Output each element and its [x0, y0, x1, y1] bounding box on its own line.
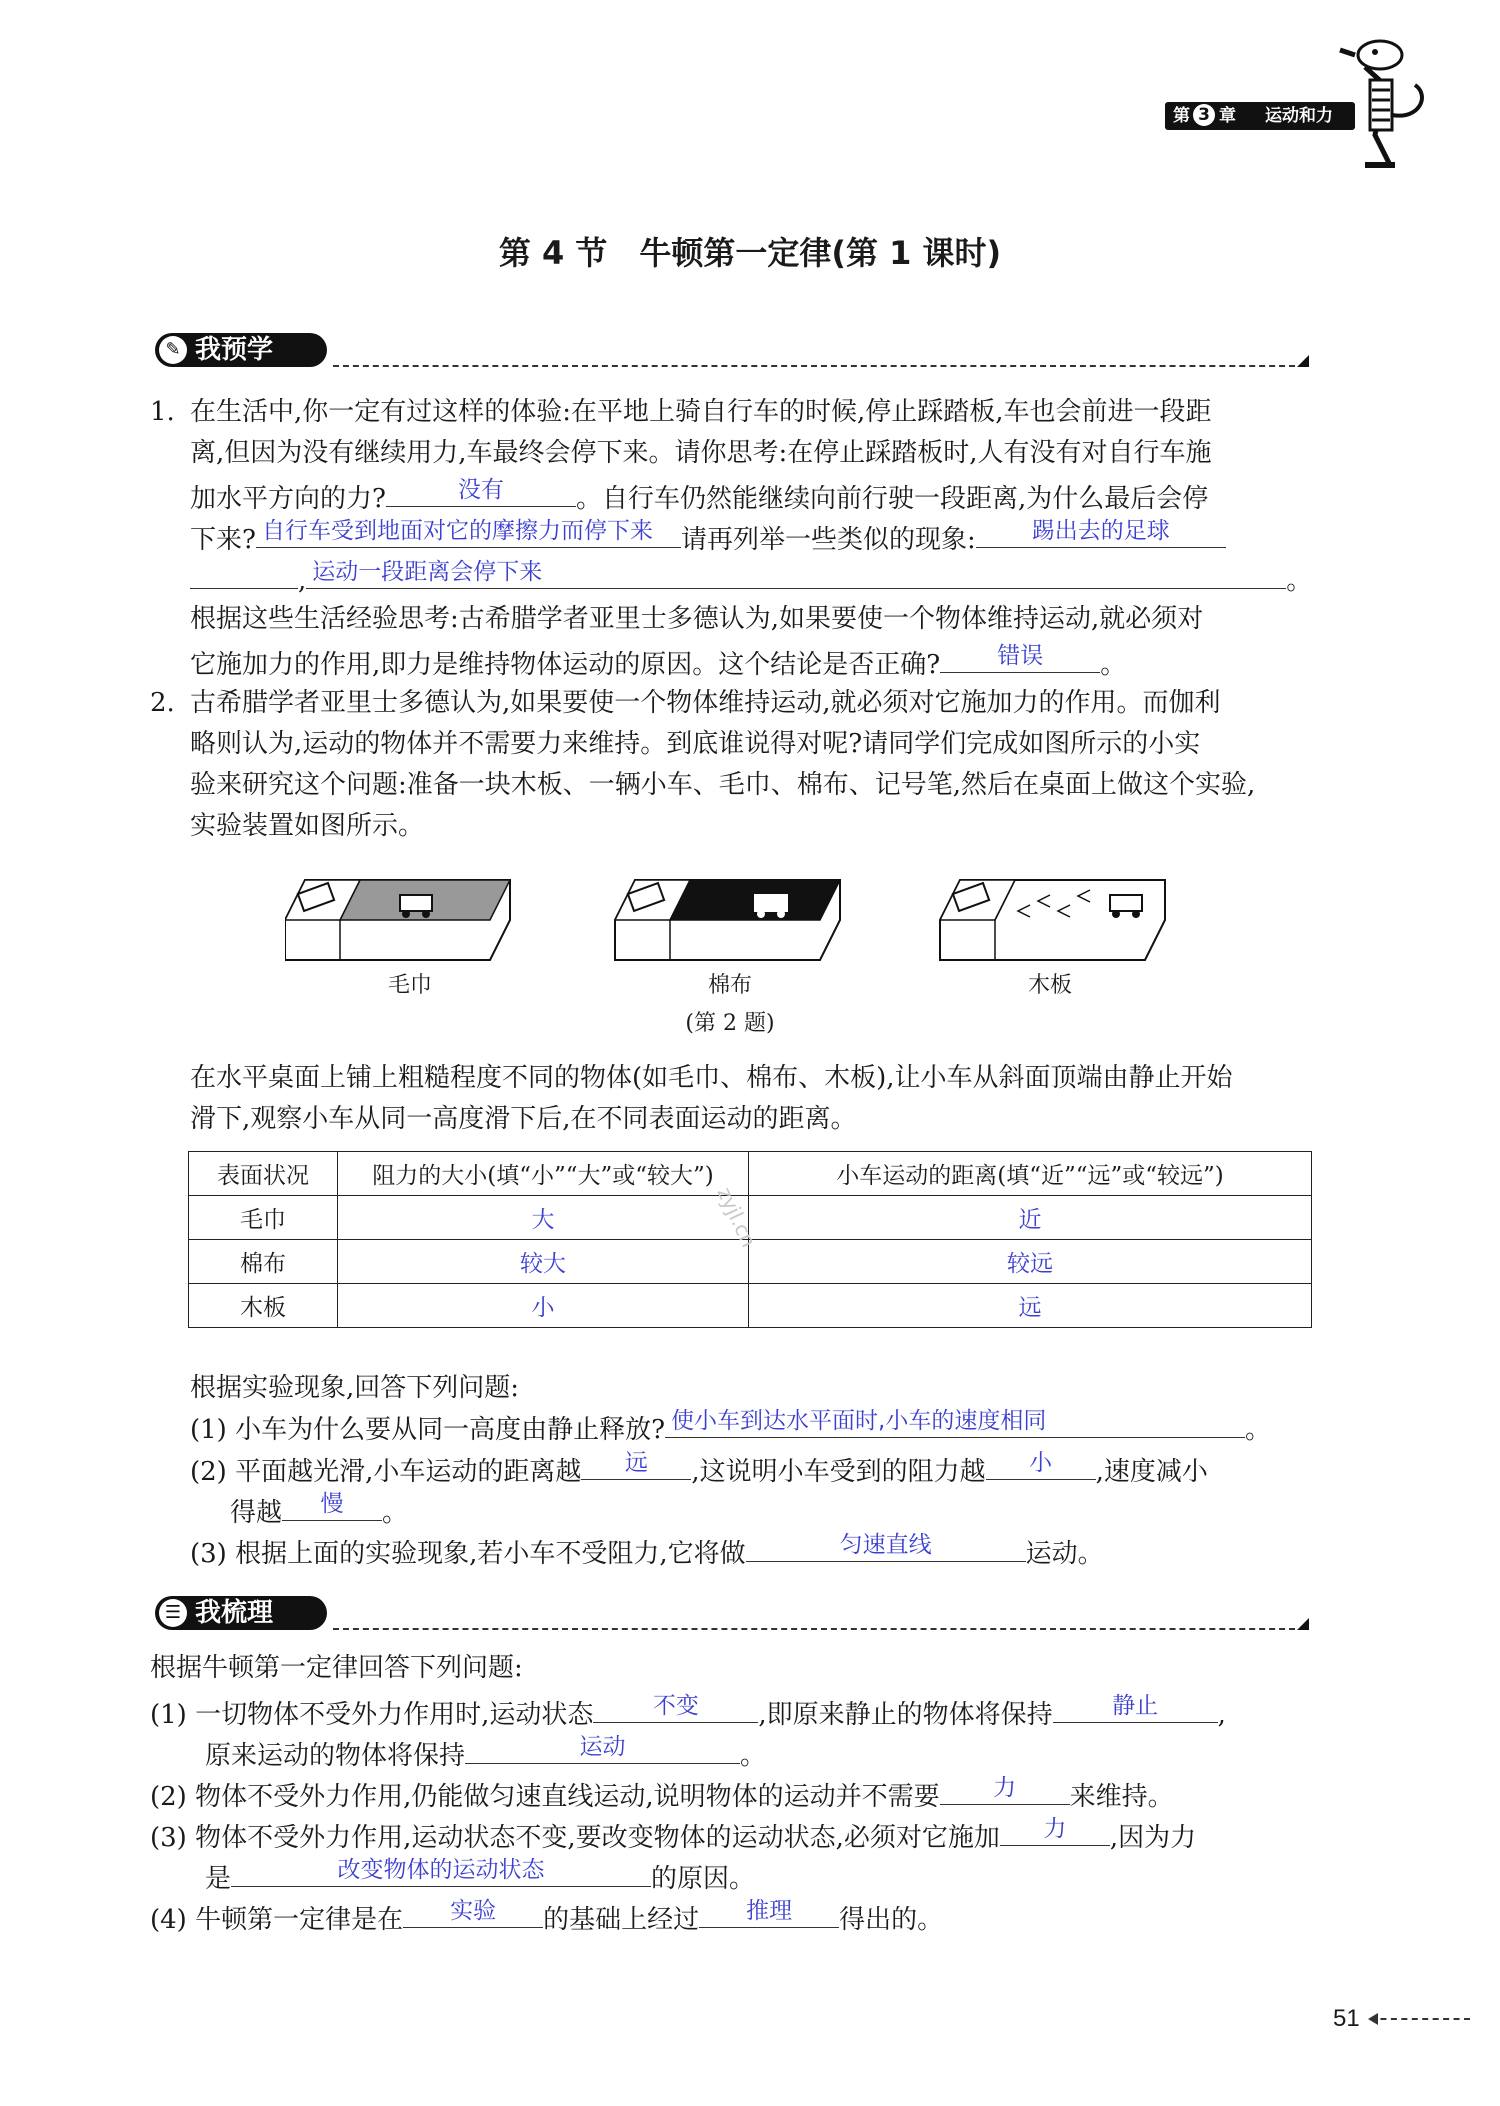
- page-arrow-icon: [1370, 2018, 1470, 2020]
- chapter-number: 3: [1193, 104, 1215, 126]
- review-r3-blank1[interactable]: [1000, 1813, 1110, 1846]
- review-r3-blank2[interactable]: [231, 1854, 651, 1887]
- q2-sub2-blank1[interactable]: [581, 1447, 691, 1480]
- review-r4-answer2: 推理: [746, 1898, 793, 1924]
- review-r3-cont: 是 改变物体的运动状态 的原因。: [205, 1854, 755, 1899]
- page-title: 第 4 节 牛顿第一定律(第 1 课时): [498, 234, 1002, 272]
- q1-line5: , 运动一段距离会停下来 。: [190, 556, 1312, 601]
- review-r1-blank1[interactable]: [593, 1690, 758, 1723]
- table-cell-surface: 毛巾: [189, 1196, 338, 1240]
- review-r2: (2) 物体不受外力作用,仍能做匀速直线运动,说明物体的运动并不需要 力 来维持。: [150, 1772, 1174, 1817]
- review-r1-answer2: 静止: [1112, 1693, 1159, 1719]
- q1-blank3[interactable]: [976, 515, 1226, 548]
- page-number: 51: [1333, 2005, 1360, 2032]
- q1-blank1[interactable]: [386, 474, 576, 507]
- q2-line3: 验来研究这个问题:准备一块木板、一辆小车、毛巾、棉布、记号笔,然后在桌面上做这个实验,: [190, 770, 1256, 800]
- q2-sub2-answer2: 小: [1029, 1450, 1053, 1476]
- table-cell-resistance[interactable]: 大: [338, 1196, 749, 1240]
- watermark: zyjl.cn: [712, 1183, 762, 1251]
- review-r1-blank2[interactable]: [1053, 1690, 1218, 1723]
- review-r3-answer1: 力: [1043, 1816, 1067, 1842]
- table-row: [189, 1240, 1312, 1284]
- q1-line7: 它施加力的作用,即力是维持物体运动的原因。这个结论是否正确? 错误 。: [190, 640, 1126, 685]
- table-cell-distance[interactable]: 远: [749, 1284, 1312, 1328]
- review-r4-blank2[interactable]: [699, 1895, 839, 1928]
- q2-sub1-blank[interactable]: [665, 1405, 1245, 1438]
- q1-line2: 离,但因为没有继续用力,车最终会停下来。请你思考:在停止踩踏板时,人有没有对自行车施: [190, 438, 1212, 468]
- q2-sub2-blank2[interactable]: [986, 1447, 1096, 1480]
- review-r4-blank1[interactable]: [403, 1895, 543, 1928]
- q1-blank2[interactable]: [256, 515, 681, 548]
- q1-answer4: 运动一段距离会停下来: [312, 559, 543, 585]
- q2-line2: 略则认为,运动的物体并不需要力来维持。到底谁说得对呢?请同学们完成如图所示的小实: [190, 729, 1201, 759]
- fig-label-towel: 毛巾: [387, 973, 432, 998]
- q1-blank4[interactable]: [306, 556, 1286, 589]
- chapter-title: 运动和力: [1265, 106, 1333, 126]
- table-cell-distance[interactable]: 较远: [749, 1240, 1312, 1284]
- section-review-tag: [155, 1596, 327, 1630]
- q2-sub2-answer3: 慢: [320, 1491, 344, 1517]
- cotton-setup-figure: [615, 880, 840, 960]
- table-header: 表面状况: [189, 1152, 338, 1196]
- chapter-prefix: 第: [1173, 106, 1190, 126]
- q2-sub2-blank3[interactable]: [282, 1488, 382, 1521]
- review-r1-answer3: 运动: [579, 1734, 626, 1760]
- wood-setup-figure: [940, 880, 1165, 960]
- q2-desc2: 滑下,观察小车从同一高度滑下后,在不同表面运动的距离。: [190, 1104, 857, 1134]
- q2-sub1: (1) 小车为什么要从同一高度由静止释放? 使小车到达水平面时,小车的速度相同 。: [190, 1405, 1271, 1450]
- q1-line3: 加水平方向的力? 没有 。自行车仍然能继续向前行驶一段距离,为什么最后会停: [190, 474, 1208, 519]
- table-cell-resistance[interactable]: 较大: [338, 1240, 749, 1284]
- table-header: 小车运动的距离(填“近”“远”或“较远”): [749, 1152, 1312, 1196]
- review-r4-answer1: 实验: [450, 1898, 497, 1924]
- review-r2-answer: 力: [993, 1775, 1017, 1801]
- q2-line1: 古希腊学者亚里士多德认为,如果要使一个物体维持运动,就必须对它施加力的作用。而伽利: [190, 688, 1221, 718]
- table-cell-surface: 木板: [189, 1284, 338, 1328]
- q1-answer2: 自行车受到地面对它的摩擦力而停下来: [261, 518, 653, 544]
- chapter-badge: [1165, 102, 1355, 130]
- section-divider: [333, 1628, 1305, 1630]
- fig-label-wood: 木板: [1027, 973, 1072, 998]
- q2-number: 2.: [150, 688, 175, 718]
- page-arrow-head: [1368, 2013, 1378, 2025]
- q2-sub2-answer1: 远: [624, 1450, 648, 1476]
- review-r1: (1) 一切物体不受外力作用时,运动状态 不变 ,即原来静止的物体将保持 静止 ,: [150, 1690, 1226, 1735]
- review-icon: ☰: [159, 1599, 187, 1627]
- chapter-mascot-icon: [1335, 25, 1435, 175]
- q2-sub2-cont: 得越 慢 。: [230, 1488, 408, 1533]
- q1-line4: 下来? 自行车受到地面对它的摩擦力而停下来 请再列举一些类似的现象: 踢出去的足球: [190, 515, 1226, 560]
- table-cell-surface: 棉布: [189, 1240, 338, 1284]
- corner-arrow-icon: [1297, 1618, 1309, 1630]
- q2-after: 根据实验现象,回答下列问题:: [190, 1373, 520, 1403]
- review-r1-answer1: 不变: [652, 1693, 699, 1719]
- q2-sub3: (3) 根据上面的实验现象,若小车不受阻力,它将做 匀速直线 运动。: [190, 1529, 1104, 1574]
- towel-setup-figure: [285, 880, 510, 960]
- q2-desc1: 在水平桌面上铺上粗糙程度不同的物体(如毛巾、棉布、木板),让小车从斜面顶端由静止开始: [190, 1063, 1233, 1093]
- q1-line1: 在生活中,你一定有过这样的体验:在平地上骑自行车的时候,停止踩踏板,车也会前进一段距: [190, 397, 1212, 427]
- q1-line6: 根据这些生活经验思考:古希腊学者亚里士多德认为,如果要使一个物体维持运动,就必须对: [190, 604, 1204, 634]
- table-cell-resistance[interactable]: 小: [338, 1284, 749, 1328]
- fig-caption: (第 2 题): [685, 1011, 775, 1036]
- review-r2-blank[interactable]: [940, 1772, 1070, 1805]
- preview-icon: ✎: [159, 336, 187, 364]
- q1-answer5: 错误: [997, 643, 1044, 669]
- q2-sub1-answer: 使小车到达水平面时,小车的速度相同: [671, 1408, 1047, 1434]
- q2-line4: 实验装置如图所示。: [190, 811, 425, 841]
- review-r3-answer2: 改变物体的运动状态: [337, 1857, 545, 1883]
- review-r4: (4) 牛顿第一定律是在 实验 的基础上经过 推理 得出的。: [150, 1895, 943, 1940]
- q1-answer1: 没有: [457, 477, 504, 503]
- q2-sub2: (2) 平面越光滑,小车运动的距离越 远 ,这说明小车受到的阻力越 小 ,速度减小: [190, 1447, 1208, 1492]
- review-r1-cont: 原来运动的物体将保持 运动 。: [205, 1731, 766, 1776]
- q1-number: 1.: [150, 397, 175, 427]
- section-review-label: 我梳理: [195, 1598, 274, 1628]
- corner-arrow-icon: [1297, 355, 1309, 367]
- section-divider: [333, 365, 1305, 367]
- table-cell-distance[interactable]: 近: [749, 1196, 1312, 1240]
- chapter-suffix: 章: [1219, 106, 1236, 126]
- review-intro: 根据牛顿第一定律回答下列问题:: [150, 1653, 523, 1683]
- review-r1-blank3[interactable]: [465, 1731, 740, 1764]
- fig-label-cotton: 棉布: [707, 973, 752, 998]
- q1-blank4a[interactable]: [190, 556, 298, 589]
- section-preview-label: 我预学: [195, 335, 274, 365]
- table-header: 阻力的大小(填“小”“大”或“较大”): [338, 1152, 749, 1196]
- table-header-row: [189, 1152, 1312, 1196]
- q2-sub3-answer: 匀速直线: [839, 1532, 932, 1558]
- q1-answer3: 踢出去的足球: [1031, 518, 1170, 544]
- review-r3: (3) 物体不受外力作用,运动状态不变,要改变物体的运动状态,必须对它施加 力 ,因为力: [150, 1813, 1196, 1858]
- section-preview-tag: [155, 333, 327, 367]
- q2-sub3-blank[interactable]: [746, 1529, 1026, 1562]
- table-row: [189, 1284, 1312, 1328]
- q1-blank5[interactable]: [940, 640, 1100, 673]
